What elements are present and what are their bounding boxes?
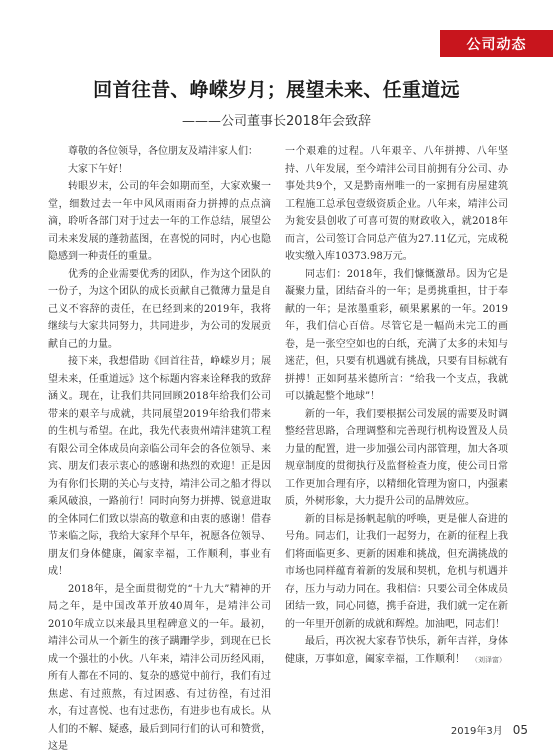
paragraph: 一个艰难的过程。八年艰辛、八年拼搏、八年坚持、八年发展，至今靖沣公司目前拥有分公司、办事处共9个，又是黔南州唯一的一家拥有房屋建筑工程施工总承包壹级资质企业。八年来，靖沣公司为瓮安县创收了可喜可贺的财政收入，就2018年而言，公司签订合同总产值为27.11亿元，完成税收实缴入库10373.98万元。 (285, 146, 508, 262)
section-tag: 公司动态 (440, 30, 553, 57)
paragraph: 尊敬的各位领导，各位朋友及靖沣家人们： (68, 146, 258, 157)
paragraph: 优秀的企业需要优秀的团队，作为这个团队的一份子，为这个团队的成长贡献自己微薄力量是自己义不容辞的责任，在已经到来的2019年，我将继续与大家共同努力，共同进步，为公司的发展贡献自己的力量。 (48, 268, 271, 350)
issue-date: 2019年3月 (450, 726, 503, 737)
paragraph-final-text: 最后，再次祝大家春节快乐，新年吉祥，身体健康，万事如意，阖家幸福，工作顺利！ (285, 636, 508, 665)
article-subtitle: ———公司董事长2018年会致辞 (181, 114, 372, 129)
paragraph: 接下来，我想借助《回首往昔，峥嵘岁月；展望未来，任重道远》这个标题内容来诠释我的致辞涵义。现在，让我们共同回顾2018年给我们公司带来的艰辛与成就，共同展望2019年给我们带来的生机与希望。在此，我先代表贵州靖沣建筑工程有限公司全体成员向亲临公司年会的各位领导、来宾、朋友们表示衷心的感谢和热烈的欢迎！正是因为有你们长期的关心与支持，靖沣公司之船才得以乘风破浪，一路前行！同时向努力拼搏、锐意进取的全体同仁们致以崇高的敬意和由衷的感谢！借春节来临之际，我给大家拜个早年，祝愿各位领导、朋友们身体健康，阖家幸福，工作顺利，事业有成！ (48, 356, 271, 577)
paragraph-final (285, 633, 508, 669)
paragraph: 大家下午好！ (68, 163, 128, 175)
page-footer (451, 722, 528, 737)
paragraph: 新的目标是扬帆起航的呼唤，更是催人奋进的号角。同志们，让我们一起努力，在新的征程上我们将面临更多、更新的困难和挑战，但充满挑战的市场也同样蕴育着新的发展和契机，危机与机遇并存，压力与动力同在。我相信：只要公司全体成员团结一致，同心同德，携手奋进，我们就一定在新的一年里开创新的成就和辉煌。加油吧，同志们！ (285, 513, 508, 630)
paragraph: 新的一年，我们要根据公司发展的需要及时调整经营思路，合理调整和完善现行机构设置及人员力量的配置，进一步加强公司内部管理，加大各项规章制度的贯彻执行及监督检查力度，使公司日常工作更加合理有序，以精细化管理为窗口，内强素质，外树形象，大力提升公司的品牌效应。 (285, 408, 508, 507)
article-title: 回首往昔、峥嵘岁月；展望未来、任重道远 (93, 79, 460, 101)
paragraph: 转眼岁末，公司的年会如期而至，大家欢聚一堂，细数过去一年中风风雨雨奋力拼搏的点点滴滴，聆听各部门对于过去一年的工作总结，展望公司未来发展的蓬勃蓝图，在喜悦的同时，内心也隐隐感到一种责任的重量。 (48, 181, 271, 262)
paragraph: 2018年，是全面贯彻党的“十九大”精神的开局之年，是中国改革开放40周年，是靖沣公司2010年成立以来最具里程碑意义的一年。最初，靖沣公司从一个新生的孩子蹒跚学步，到现在已长成一个强壮的小伙。八年来，靖沣公司历经风雨，所有人都在不同的、复杂的感觉中前行，我们有过焦虑、有过煎熬，有过困惑、有过彷徨，有过泪水，有过喜悦、也有过悲伤，有进步也有成长。从人们的不解、疑惑，最后到同行们的认可和赞赏，这是 (48, 583, 271, 752)
left-column (48, 143, 271, 752)
right-column (285, 143, 508, 711)
paragraph: 同志们：2018年，我们慷慨激昂。因为它是凝聚力量，团结奋斗的一年；是勇挑重担，甘于奉献的一年；是浓墨重彩，硕果累累的一年。2019年，我们信心百倍。尽管它是一幅尚未完工的画卷，是一张空空如也的白纸，充满了太多的未知与迷茫，但，只要有机遇就有挑战，只要有目标就有拼搏！正如阿基米德所言：“给我一个支点，我就可以撬起整个地球”！ (285, 268, 508, 402)
page-number: 05 (512, 723, 528, 737)
author-signature: （刘泽富） (471, 655, 506, 664)
